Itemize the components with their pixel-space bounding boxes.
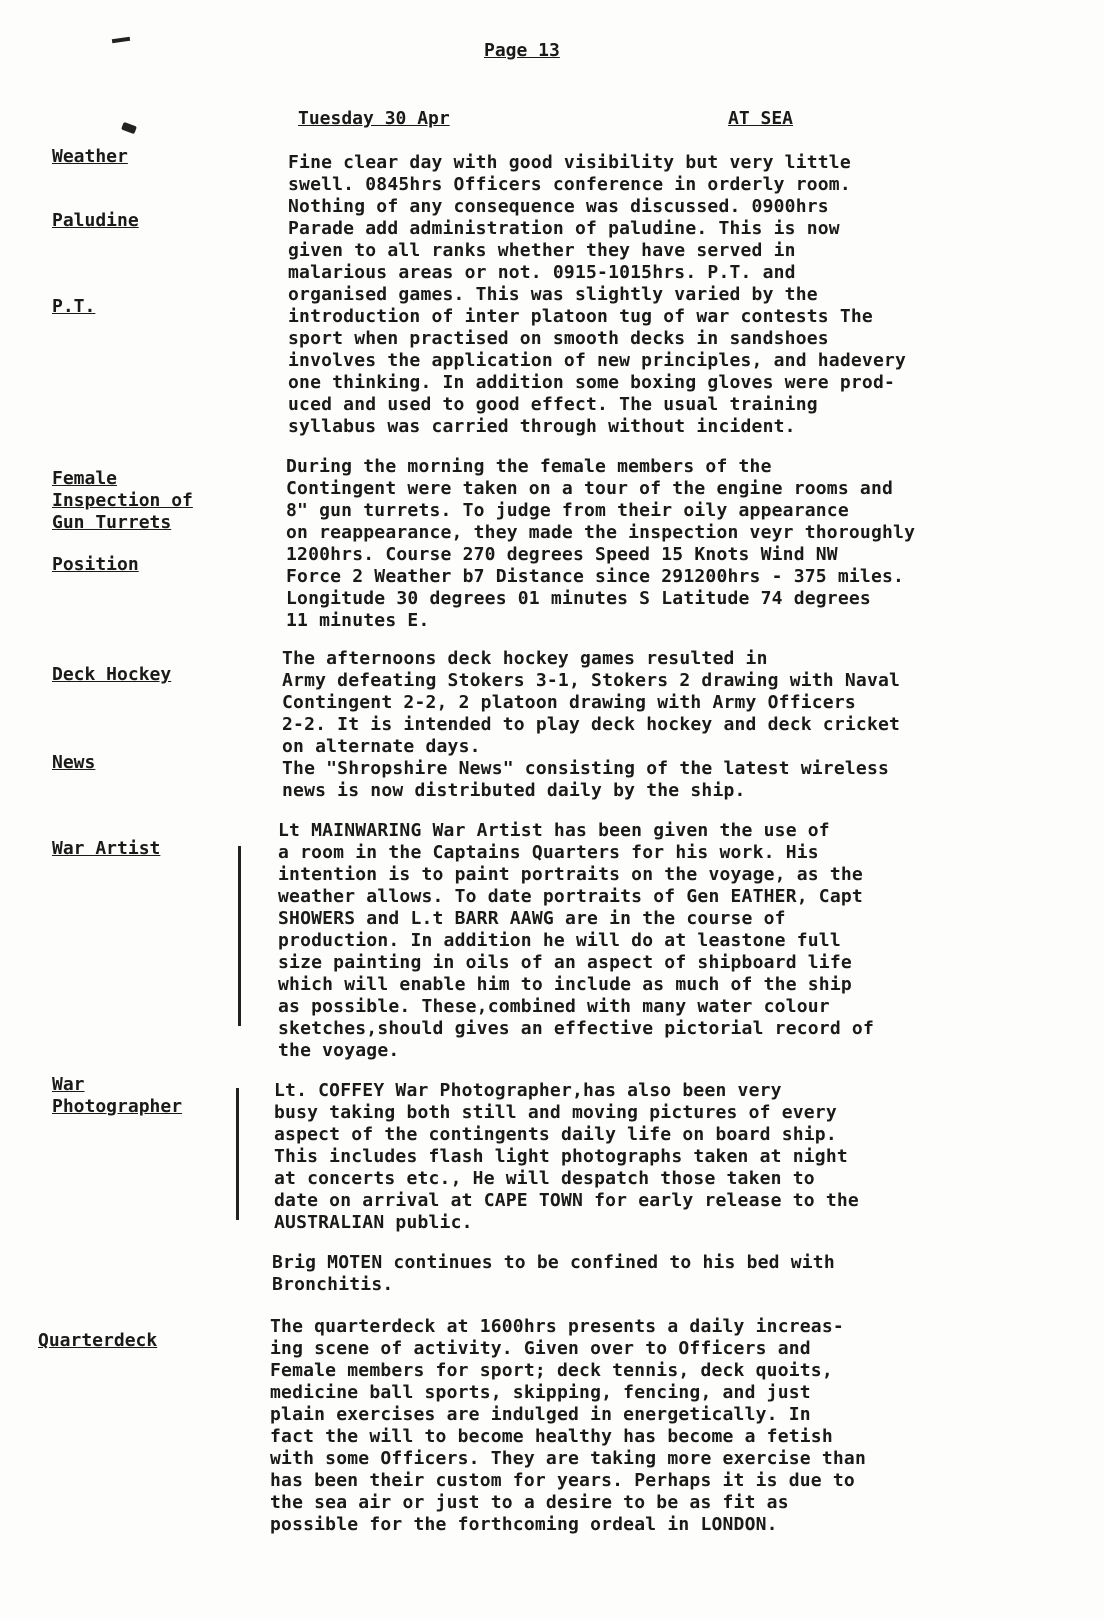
- heading-weather: Weather: [52, 146, 128, 167]
- paragraph-quarterdeck: The quarterdeck at 1600hrs presents a daily increas- ing scene of activity. Given over to Officers and Female members for sport; deck tennis, deck quoits, medicine ball sports, skipping, fencing, and just plain exercises are indulged in energetically. In fact the will to become healthy has become a fetish with some Officers. They are taking more exercise than has been their custom for years. Perhaps it is due to the sea air or just to a desire to be as fit as possible for the forthcoming ordeal in LONDON.: [270, 1316, 866, 1535]
- heading-position: Position: [52, 554, 139, 575]
- margin-pen-line: [238, 846, 241, 1026]
- entry-location: AT SEA: [728, 108, 794, 129]
- paragraph-war-artist: Lt MAINWARING War Artist has been given the use of a room in the Captains Quarters for his work. His intention is to paint portraits on the voyage, as the weather allows. To date portraits of Gen EATHER, Capt SHOWERS and L.t BARR AAWG are in the course of production. In addition he will do at leastone full size painting in oils of an aspect of shipboard life which will enable him to include as much of the ship as possible. These,combined with many water colour sketches,should gives an effective pictorial record of the voyage.: [278, 820, 874, 1061]
- entry-date: Tuesday 30 Apr: [298, 108, 450, 129]
- heading-female-inspection: Female Inspection of Gun Turrets: [52, 468, 193, 533]
- paragraph-weather: Fine clear day with good visibility but very little swell. 0845hrs Officers conference in orderly room. Nothing of any consequence was discussed. 0900hrs Parade add administration of paludine. This is now given to all ranks whether they have served in malarious areas or not. 0915-1015hrs. P.T. and organised games. This was slightly varied by the introduction of inter platoon tug of war contests The sport when practised on smooth decks in sandshoes involves the application of new principles, and hadevery one thinking. In addition some boxing gloves were prod- uced and used to good effect. The usual training syllabus was carried through without incident.: [288, 152, 907, 437]
- ink-mark: [121, 122, 137, 134]
- heading-pt: P.T.: [52, 296, 96, 317]
- paragraph-war-photographer: Lt. COFFEY War Photographer,has also been very busy taking both still and moving pictures of every aspect of the contingents daily life on board ship. This includes flash light photographs taken at night at concerts etc., He will despatch those taken to date on arrival at CAPE TOWN for early release to the AUSTRALIAN public.: [274, 1080, 859, 1233]
- paragraph-brig-moten: Brig MOTEN continues to be confined to his bed with Bronchitis.: [272, 1252, 835, 1295]
- paragraph-deck-hockey: The afternoons deck hockey games resulted in Army defeating Stokers 3-1, Stokers 2 drawing with Naval Contingent 2-2, 2 platoon drawing with Army Officers 2-2. It is intended to play deck hockey and deck cricket on alternate days. The "Shropshire News" consisting of the latest wireless news is now distributed daily by the ship.: [282, 648, 901, 801]
- page-number: Page 13: [484, 40, 560, 61]
- heading-deck-hockey: Deck Hockey: [52, 664, 172, 685]
- heading-quarterdeck: Quarterdeck: [38, 1330, 158, 1351]
- ink-mark: [112, 37, 130, 43]
- heading-paludine: Paludine: [52, 210, 139, 231]
- margin-pen-line: [236, 1088, 239, 1220]
- heading-war-photographer: War Photographer: [52, 1074, 183, 1117]
- heading-news: News: [52, 752, 96, 773]
- paragraph-female-inspection: During the morning the female members of the Contingent were taken on a tour of the engine rooms and 8" gun turrets. To judge from their oily appearance on reappearance, they made the inspection veyr thoroughly 1200hrs. Course 270 degrees Speed 15 Knots Wind NW Force 2 Weather b7 Distance since 291200hrs - 375 miles. Longitude 30 degrees 01 minutes S Latitude 74 degrees 11 minutes E.: [286, 456, 916, 631]
- heading-war-artist: War Artist: [52, 838, 161, 859]
